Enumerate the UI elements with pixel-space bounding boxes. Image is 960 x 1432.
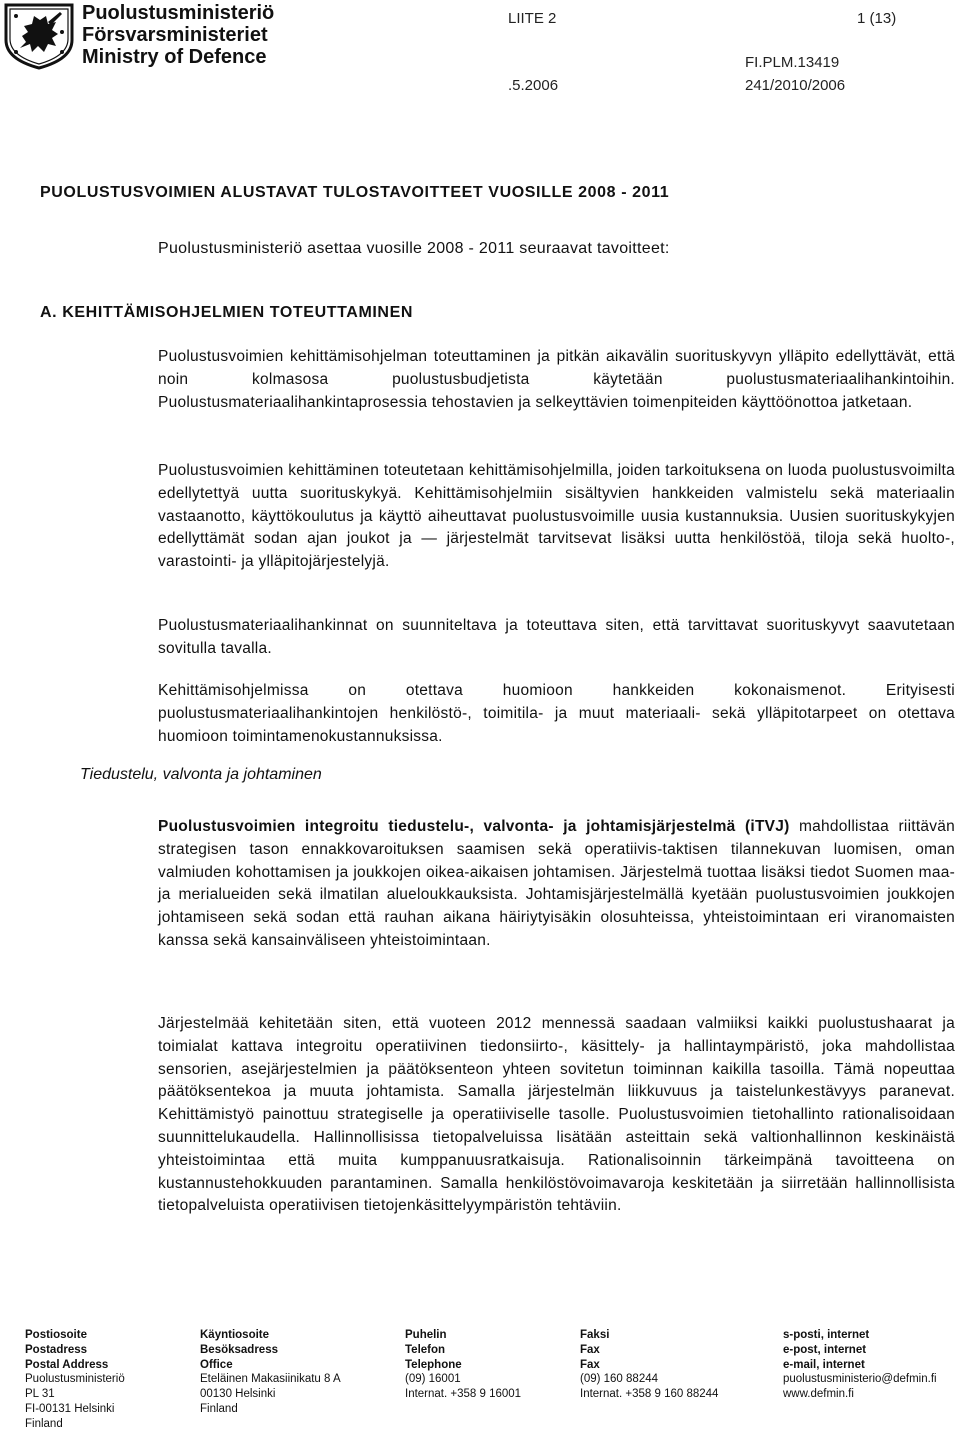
footer-label: Besöksadress xyxy=(200,1343,278,1356)
footer-label: s-posti, internet xyxy=(783,1329,870,1341)
footer-value: Eteläinen Makasiinikatu 8 A xyxy=(200,1373,341,1386)
footer-value: Internat. +358 9 160 88244 xyxy=(580,1388,719,1401)
footer-value: PL 31 xyxy=(25,1388,55,1401)
footer-label: Office xyxy=(200,1358,233,1371)
footer-email-column xyxy=(783,1328,937,1402)
footer-value: Internat. +358 9 16001 xyxy=(405,1388,522,1401)
footer-value: Finland xyxy=(200,1402,238,1415)
footer-website-link[interactable]: www.defmin.fi xyxy=(783,1388,854,1401)
intro-text: Puolustusministeriö asettaa vuosille 2008 - 2011 seuraavat tavoitteet: xyxy=(158,240,670,257)
footer-label: Faksi xyxy=(580,1329,610,1341)
footer-label: Postiosoite xyxy=(25,1329,87,1341)
footer-label: Postadress xyxy=(25,1343,88,1356)
paragraph: Puolustusvoimien kehittäminen toteutetaan kehittämisohjelmilla, joiden tarkoituksena on luoda puolustusvoimilta edellytettyä uutta suorituskykyä. Kehittämisohjelmiin sisältyvien hankkeiden valmistelu sekä materiaalin vastaanotto, käyttökoulutus ja käyttö aiheuttavat puolustusvoimille uusia kustannuksia. Uusien suorituskykyjen edellyttämät sodan ajan joukot ja — järjestelmät tarvitsevat lisäksi uutta henkilöstöä, tiloja sekä huolto-, varastointi- ja ylläpitojärjestelyjä. xyxy=(158,462,955,571)
paragraph: Puolustusvoimien kehittämisohjelman toteuttaminen ja pitkän aikavälin suorituskyvyn ylläpito edellyttävät, että noin kolmasosa puolustusbudjetista käytetään puolustusmateriaalihankintoihin. Puolustusmateriaalihankintaprosessia tehostavien ja selkeyttävien toimenpiteiden käyttöönottoa jatketaan. xyxy=(158,348,955,411)
appendix-label: LIITE 2 xyxy=(508,10,557,27)
footer-label: Postal Address xyxy=(25,1358,109,1371)
document-date: .5.2006 xyxy=(508,77,559,94)
footer-label: e-mail, internet xyxy=(783,1358,865,1371)
footer-office-column xyxy=(200,1328,341,1417)
footer-label: Puhelin xyxy=(405,1329,447,1341)
finnish-lion-coat-of-arms-icon xyxy=(2,2,76,70)
footer xyxy=(25,1328,960,1428)
footer-label: Telephone xyxy=(405,1358,462,1371)
ministry-name-sv: Försvarsministeriet xyxy=(82,24,268,46)
footer-postal-column xyxy=(25,1328,125,1432)
document-title: PUOLUSTUSVOIMIEN ALUSTAVAT TULOSTAVOITTEET VUOSILLE 2008 - 2011 xyxy=(40,184,670,201)
footer-email-link[interactable]: puolustusministerio@defmin.fi xyxy=(783,1373,937,1386)
paragraph: Kehittämisohjelmissa on otettava huomioon hankkeiden kokonaismenot. Erityisesti puolustusmateriaalihankintojen henkilöstö-, toimitila- ja muut materiaali- sekä ylläpitotarpeet on otettava huomioon toimintamenokustannuksissa. xyxy=(158,682,955,745)
footer-value: FI-00131 Helsinki xyxy=(25,1402,115,1415)
paragraph: Puolustusmateriaalihankinnat on suunniteltava ja toteuttava siten, että tarvittavat suorituskyvyt saavutetaan sovitulla tavalla. xyxy=(158,617,955,657)
paragraph: Järjestelmää kehitetään siten, että vuoteen 2012 mennessä saadaan valmiiksi kaikki puolustushaarat ja toimialat kattava integroitu operatiivinen tiedonsiirto-, käsittely- ja hallintaympäristö, joka mahdollistaa sensorien, asejärjestelmien ja päätöksenteon yhteen sovitetun toiminnan kaikilla tasoilla. Tämä nopeuttaa päätöksentekoa ja muuta johtamista. Samalla järjestelmän liikkuvuus ja taistelunkestävyys paranevat. Kehittämistyö painottuu strategiselle ja operatiiviselle tasolle. Puolustusvoimien tietohallinto rationalisoidaan suunnittelukaudella. Hallinnollisissa tietopalveluissa lisätään asteittain sekä valtionhallinnon keskinäistä yhteistoimintaa että muita kumppanuusratkaisuja. Rationalisoinnin tärkeimpänä tavoitteena on kustannustehokkuuden parantaminen. Samalla henkilöstövoimavaroja keskitetään ja siirretään hallinnollisista tietopalveluista operatiivisen tietojenkäsittelyympäristön tehtäviin. xyxy=(158,1015,955,1215)
footer-value: (09) 16001 xyxy=(405,1373,461,1386)
ministry-name xyxy=(82,2,274,68)
ministry-name-en: Ministry of Defence xyxy=(82,46,267,68)
footer-label: Fax xyxy=(580,1358,600,1371)
footer-phone-column xyxy=(405,1328,521,1402)
page-number: 1 (13) xyxy=(857,10,897,27)
ministry-name-fi: Puolustusministeriö xyxy=(82,2,275,24)
record-number: 241/2010/2006 xyxy=(745,77,846,94)
footer-label: Fax xyxy=(580,1343,600,1356)
footer-value: Puolustusministeriö xyxy=(25,1373,125,1386)
itvj-text: mahdollistaa riittävän strategisen tason ennakkovaroituksen saamisen sekä operatiivis-taktisen tilannekuvan luomisen, oman valmiuden kohottamisen ja joukkojen oikea-aikaisen johtamisen. Järjestelmä tuottaa lisäksi tiedot Suomen maa- ja merialueiden sekä ilmatilan alueloukkauksista. Johtamisjärjestelmällä kyetään puolustusvoimien joukkojen johtamiseen sekä sodan että rauhan aikana häiriytyisäkin olosuhteissa, yhteistoimintaan eri viranomaisten kanssa sekä kansainväliseen yhteistoimintaan. xyxy=(158,818,955,949)
section-a-heading: A. KEHITTÄMISOHJELMIEN TOTEUTTAMINEN xyxy=(40,304,414,321)
reference-code: FI.PLM.13419 xyxy=(745,54,840,71)
section-subheading: Tiedustelu, valvonta ja johtaminen xyxy=(80,766,322,783)
footer-label: Telefon xyxy=(405,1343,446,1356)
footer-label: Käyntiosoite xyxy=(200,1329,270,1341)
footer-value: 00130 Helsinki xyxy=(200,1388,276,1401)
footer-value: (09) 160 88244 xyxy=(580,1373,659,1386)
itvj-paragraph xyxy=(158,816,955,953)
footer-fax-column xyxy=(580,1328,718,1402)
footer-label: e-post, internet xyxy=(783,1343,867,1356)
ministry-logo xyxy=(2,2,76,70)
footer-value: Finland xyxy=(25,1417,63,1430)
itvj-lead: Puolustusvoimien integroitu tiedustelu-, valvonta- ja johtamisjärjestelmä (iTVJ) xyxy=(158,818,790,835)
